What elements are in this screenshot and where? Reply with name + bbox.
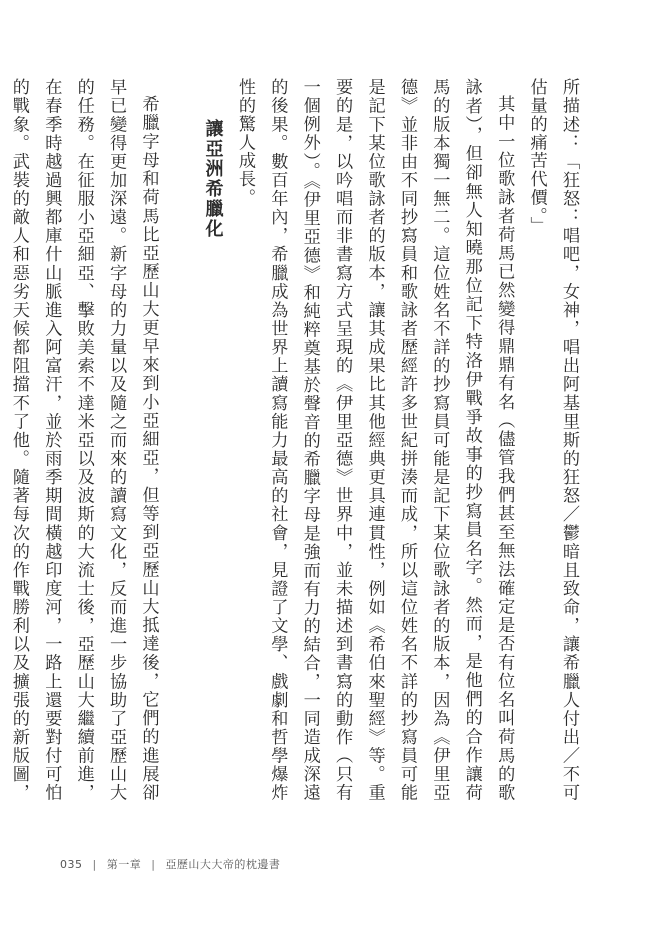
page-footer [60, 856, 280, 872]
paragraph-homer: 其中一位歌詠者荷馬已然變得鼎鼎有名（儘管我們甚至無法確定是否有位名叫荷馬的歌詠者），但卻無人知曉那位記下特洛伊戰爭故事的抄寫員名字。然而，是他們的合作讓荷馬的版本獨一無二。這位姓名不詳的抄寫員可能是記下某位歌詠者的版本，因為《伊里亞德》並非由不同抄寫員和歌詠者歷經許多世紀拼湊而成，所以這位姓名不詳的抄寫員可能是記下某位歌詠者的版本，讓其成果比其他經典更具連貫性，例如《希伯來聖經》等。重要的是，以吟唱而非書寫方式呈現的《伊里亞德》世界中，並未描述到書寫的動作（只有一個例外）。《伊里亞德》和純粹奠基於聲音的希臘字母是強而有力的結合，一同造成深遠的後果。數百年內，希臘成為世界上讀寫能力最高的社會，見證了文學、戲劇和哲學爆炸性的驚人成長。 [234, 78, 515, 802]
chapter-title: 亞歷山大大帝的枕邊書 [165, 858, 281, 871]
footer-separator: | [151, 858, 156, 871]
page-number: 035 [60, 858, 83, 871]
chapter-label: 第一章 [106, 858, 142, 871]
paragraph-alexander: 希臘字母和荷馬比亞歷山大更早來到小亞細亞，但等到亞歷山大抵達後，它們的進展卻早已變得更加深遠。新字母的力量以及隨之而來的讀寫文化，反而進一步協助了亞歷山大的任務。在征服小亞細亞、擊敗美索不達米亞以及波斯的大流士後，亞歷山大繼續前進，在春季時越過興都庫什山脈進入阿富汗，並於雨季期間橫越印度河，一路上還要對付可怕的戰象。武裝的敵人和惡劣天候都阻擋不了他。隨著每次的作戰勝利以及擴張的新版圖， [8, 78, 159, 802]
vertical-text-block [8, 78, 585, 802]
footer-separator: | [92, 858, 97, 871]
paragraph-quote: 所描述：「狂怒：唱吧，女神，唱出阿基里斯的狂怒／鬱暗且致命，讓希臘人付出／不可估量的痛苦代價。」 [526, 78, 579, 802]
section-heading: 讓亞洲希臘化 [202, 119, 224, 240]
